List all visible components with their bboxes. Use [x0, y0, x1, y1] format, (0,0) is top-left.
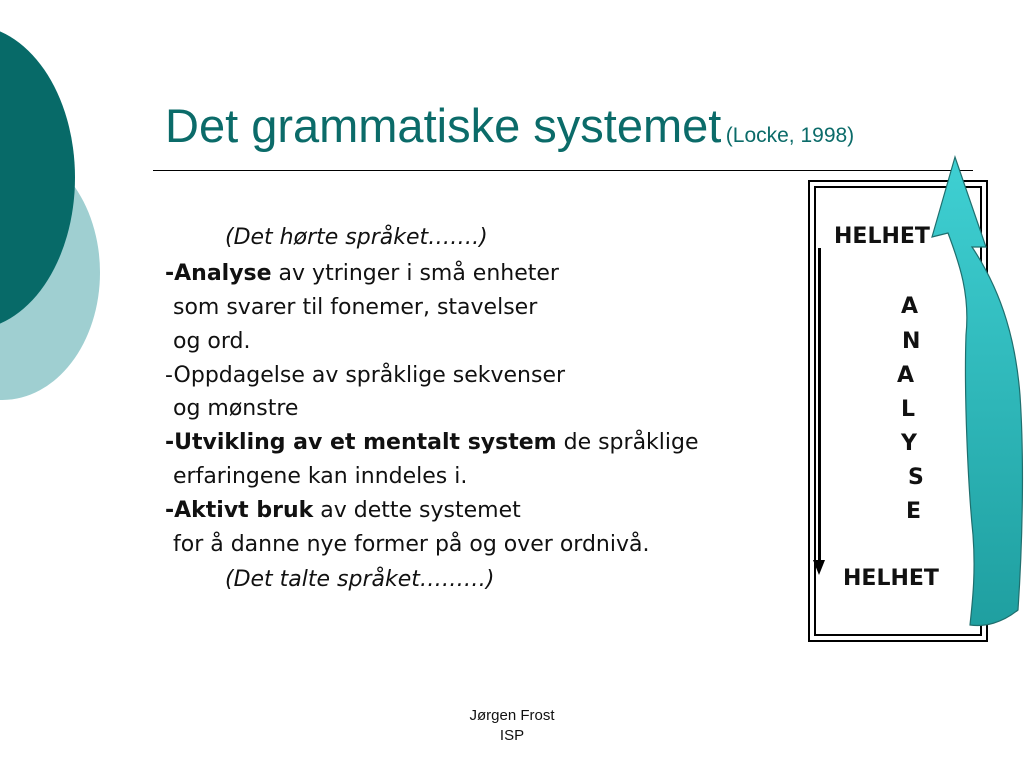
title-main: Det grammatiske systemet — [165, 99, 722, 152]
analyse-letter: S — [908, 465, 924, 490]
analyse-letter: Y — [901, 431, 917, 456]
analyse-line — [165, 261, 559, 287]
title-divider — [153, 170, 973, 171]
development-text: de språklige — [556, 430, 699, 455]
analyse-bold: -Analyse — [165, 261, 272, 286]
body-line-10: for å danne nye former på og over ordnivå. — [173, 532, 650, 557]
footer-author: Jørgen Frost — [469, 707, 555, 724]
body-line-5: -Oppdagelse av språklige sekvenser — [165, 363, 566, 388]
active-use-line — [165, 498, 521, 524]
development-bold: -Utvikling av et mentalt system — [165, 430, 557, 455]
active-use-text: av dette systemet — [313, 498, 521, 523]
analyse-letter: L — [901, 397, 916, 422]
analyse-text: av ytringer i små enheter — [271, 261, 559, 286]
analyse-letter: A — [901, 294, 919, 319]
development-line — [165, 430, 699, 456]
analyse-letter: N — [902, 329, 921, 354]
spoken-language-line: (Det talte språket………) — [225, 567, 495, 592]
body-line-8: erfaringene kan inndeles i. — [173, 464, 468, 489]
curved-arrow-icon — [930, 155, 1024, 630]
analyse-letter: E — [906, 499, 922, 524]
down-arrow-icon — [813, 560, 825, 575]
body-line-6: og mønstre — [173, 396, 299, 421]
title-citation: (Locke, 1998) — [725, 124, 855, 147]
heard-language-line: (Det hørte språket…….) — [225, 225, 488, 250]
active-use-bold: -Aktivt bruk — [165, 498, 314, 523]
body-line-4: og ord. — [173, 329, 251, 354]
body-line-3: som svarer til fonemer, stavelser — [173, 295, 538, 320]
bottom-helhet-label: HELHET — [843, 566, 939, 591]
slide-footer — [412, 706, 612, 746]
down-arrow-shaft — [818, 248, 821, 563]
analyse-letter: A — [897, 363, 915, 388]
footer-org: ISP — [499, 727, 525, 744]
top-helhet-label: HELHET — [834, 224, 930, 249]
slide-title — [165, 98, 854, 153]
